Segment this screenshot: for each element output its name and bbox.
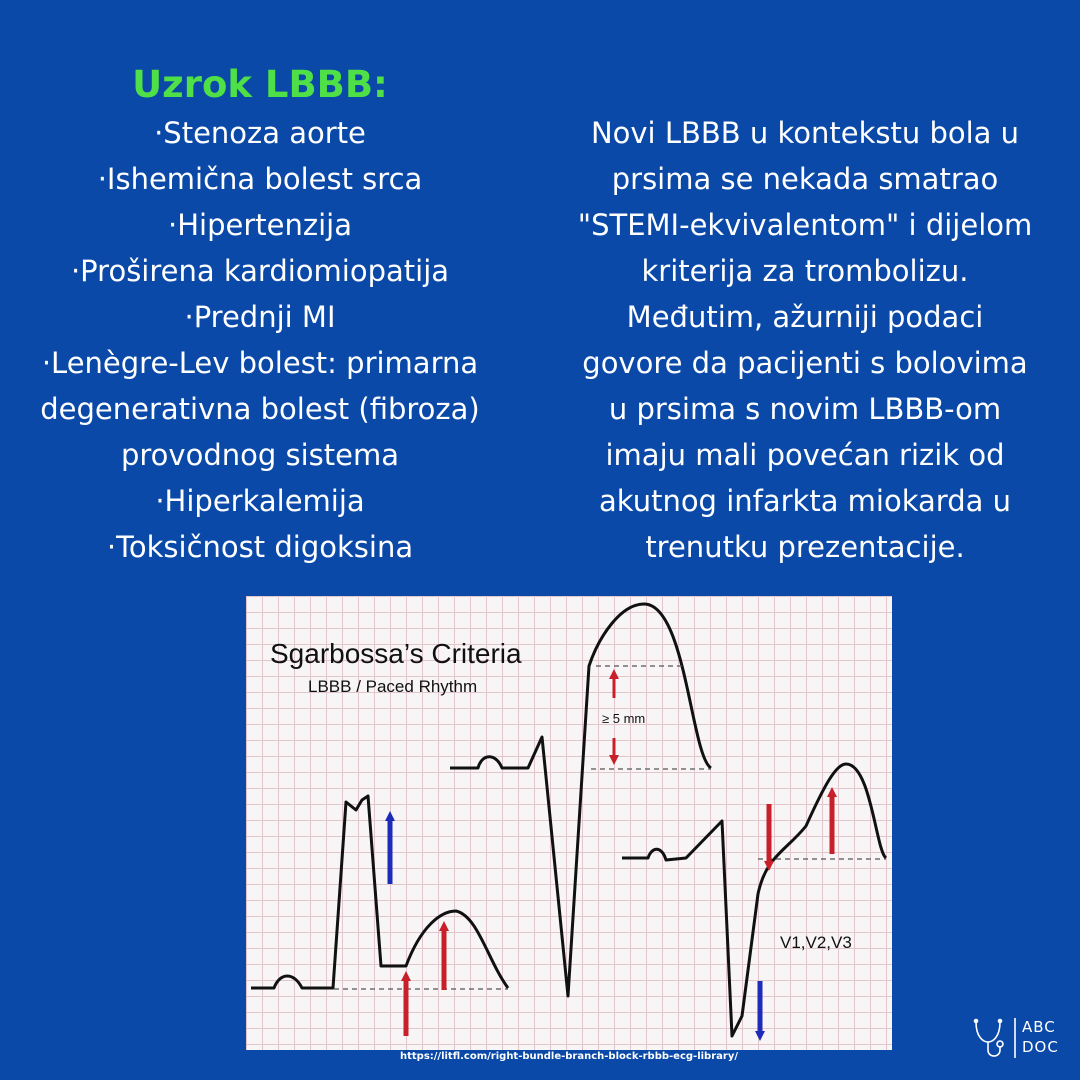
paragraph-line: prsima se nekada smatrao — [611, 162, 999, 196]
figure-title: Sgarbossa’s Criteria — [270, 638, 522, 669]
paragraph-line: trenutku prezentacije. — [645, 530, 965, 564]
paragraph-line: u prsima s novim LBBB-om — [608, 392, 1002, 426]
ecg-diagram — [246, 596, 892, 1050]
causes-panel — [20, 62, 500, 570]
cause-item: ·Toksičnost digoksina — [106, 530, 414, 564]
paragraph-line: Novi LBBB u kontekstu bola u — [590, 116, 1020, 150]
stethoscope-icon — [975, 1020, 1004, 1057]
explanation-paragraph — [565, 110, 1045, 570]
cause-item: degenerativna bolest (fibroza) — [40, 392, 480, 426]
logo-text — [1022, 1017, 1059, 1057]
causes-list — [20, 110, 500, 570]
source-url: https://litfl.com/right-bundle-branch-block-rbbb-ecg-library/ — [399, 1051, 738, 1062]
sgarbossa-ecg-figure — [246, 596, 892, 1050]
causes-title: Uzrok LBBB: — [132, 63, 388, 106]
cause-item: ·Proširena kardiomiopatija — [70, 254, 450, 288]
cause-item: provodnog sistema — [120, 438, 399, 472]
logo-line-1: ABC — [1022, 1018, 1056, 1036]
figure-subtitle: LBBB / Paced Rhythm — [308, 677, 478, 696]
ecg-trace-3 — [622, 764, 886, 1036]
ecg-trace-1 — [251, 796, 508, 988]
measure-label: ≥ 5 mm — [602, 711, 646, 726]
paragraph-line: akutnog infarkta miokarda u — [599, 484, 1011, 518]
cause-item: ·Ishemična bolest srca — [97, 162, 423, 196]
logo-line-2: DOC — [1022, 1038, 1059, 1056]
paragraph-line: imaju mali povećan rizik od — [605, 438, 1005, 472]
cause-item: ·Prednji MI — [184, 300, 336, 334]
cause-item: ·Hiperkalemija — [155, 484, 365, 518]
cause-item: ·Lenègre-Lev bolest: primarna — [41, 346, 479, 380]
leads-label: V1,V2,V3 — [780, 933, 852, 952]
paragraph-line: kriterija za trombolizu. — [641, 254, 969, 288]
cause-item: ·Stenoza aorte — [154, 116, 366, 150]
paragraph-line: "STEMI-ekvivalentom" i dijelom — [577, 208, 1033, 242]
paragraph-line: Međutim, ažurniji podaci — [626, 300, 984, 334]
cause-item: ·Hipertenzija — [168, 208, 352, 242]
paragraph-line: govore da pacijenti s bolovima — [582, 346, 1028, 380]
